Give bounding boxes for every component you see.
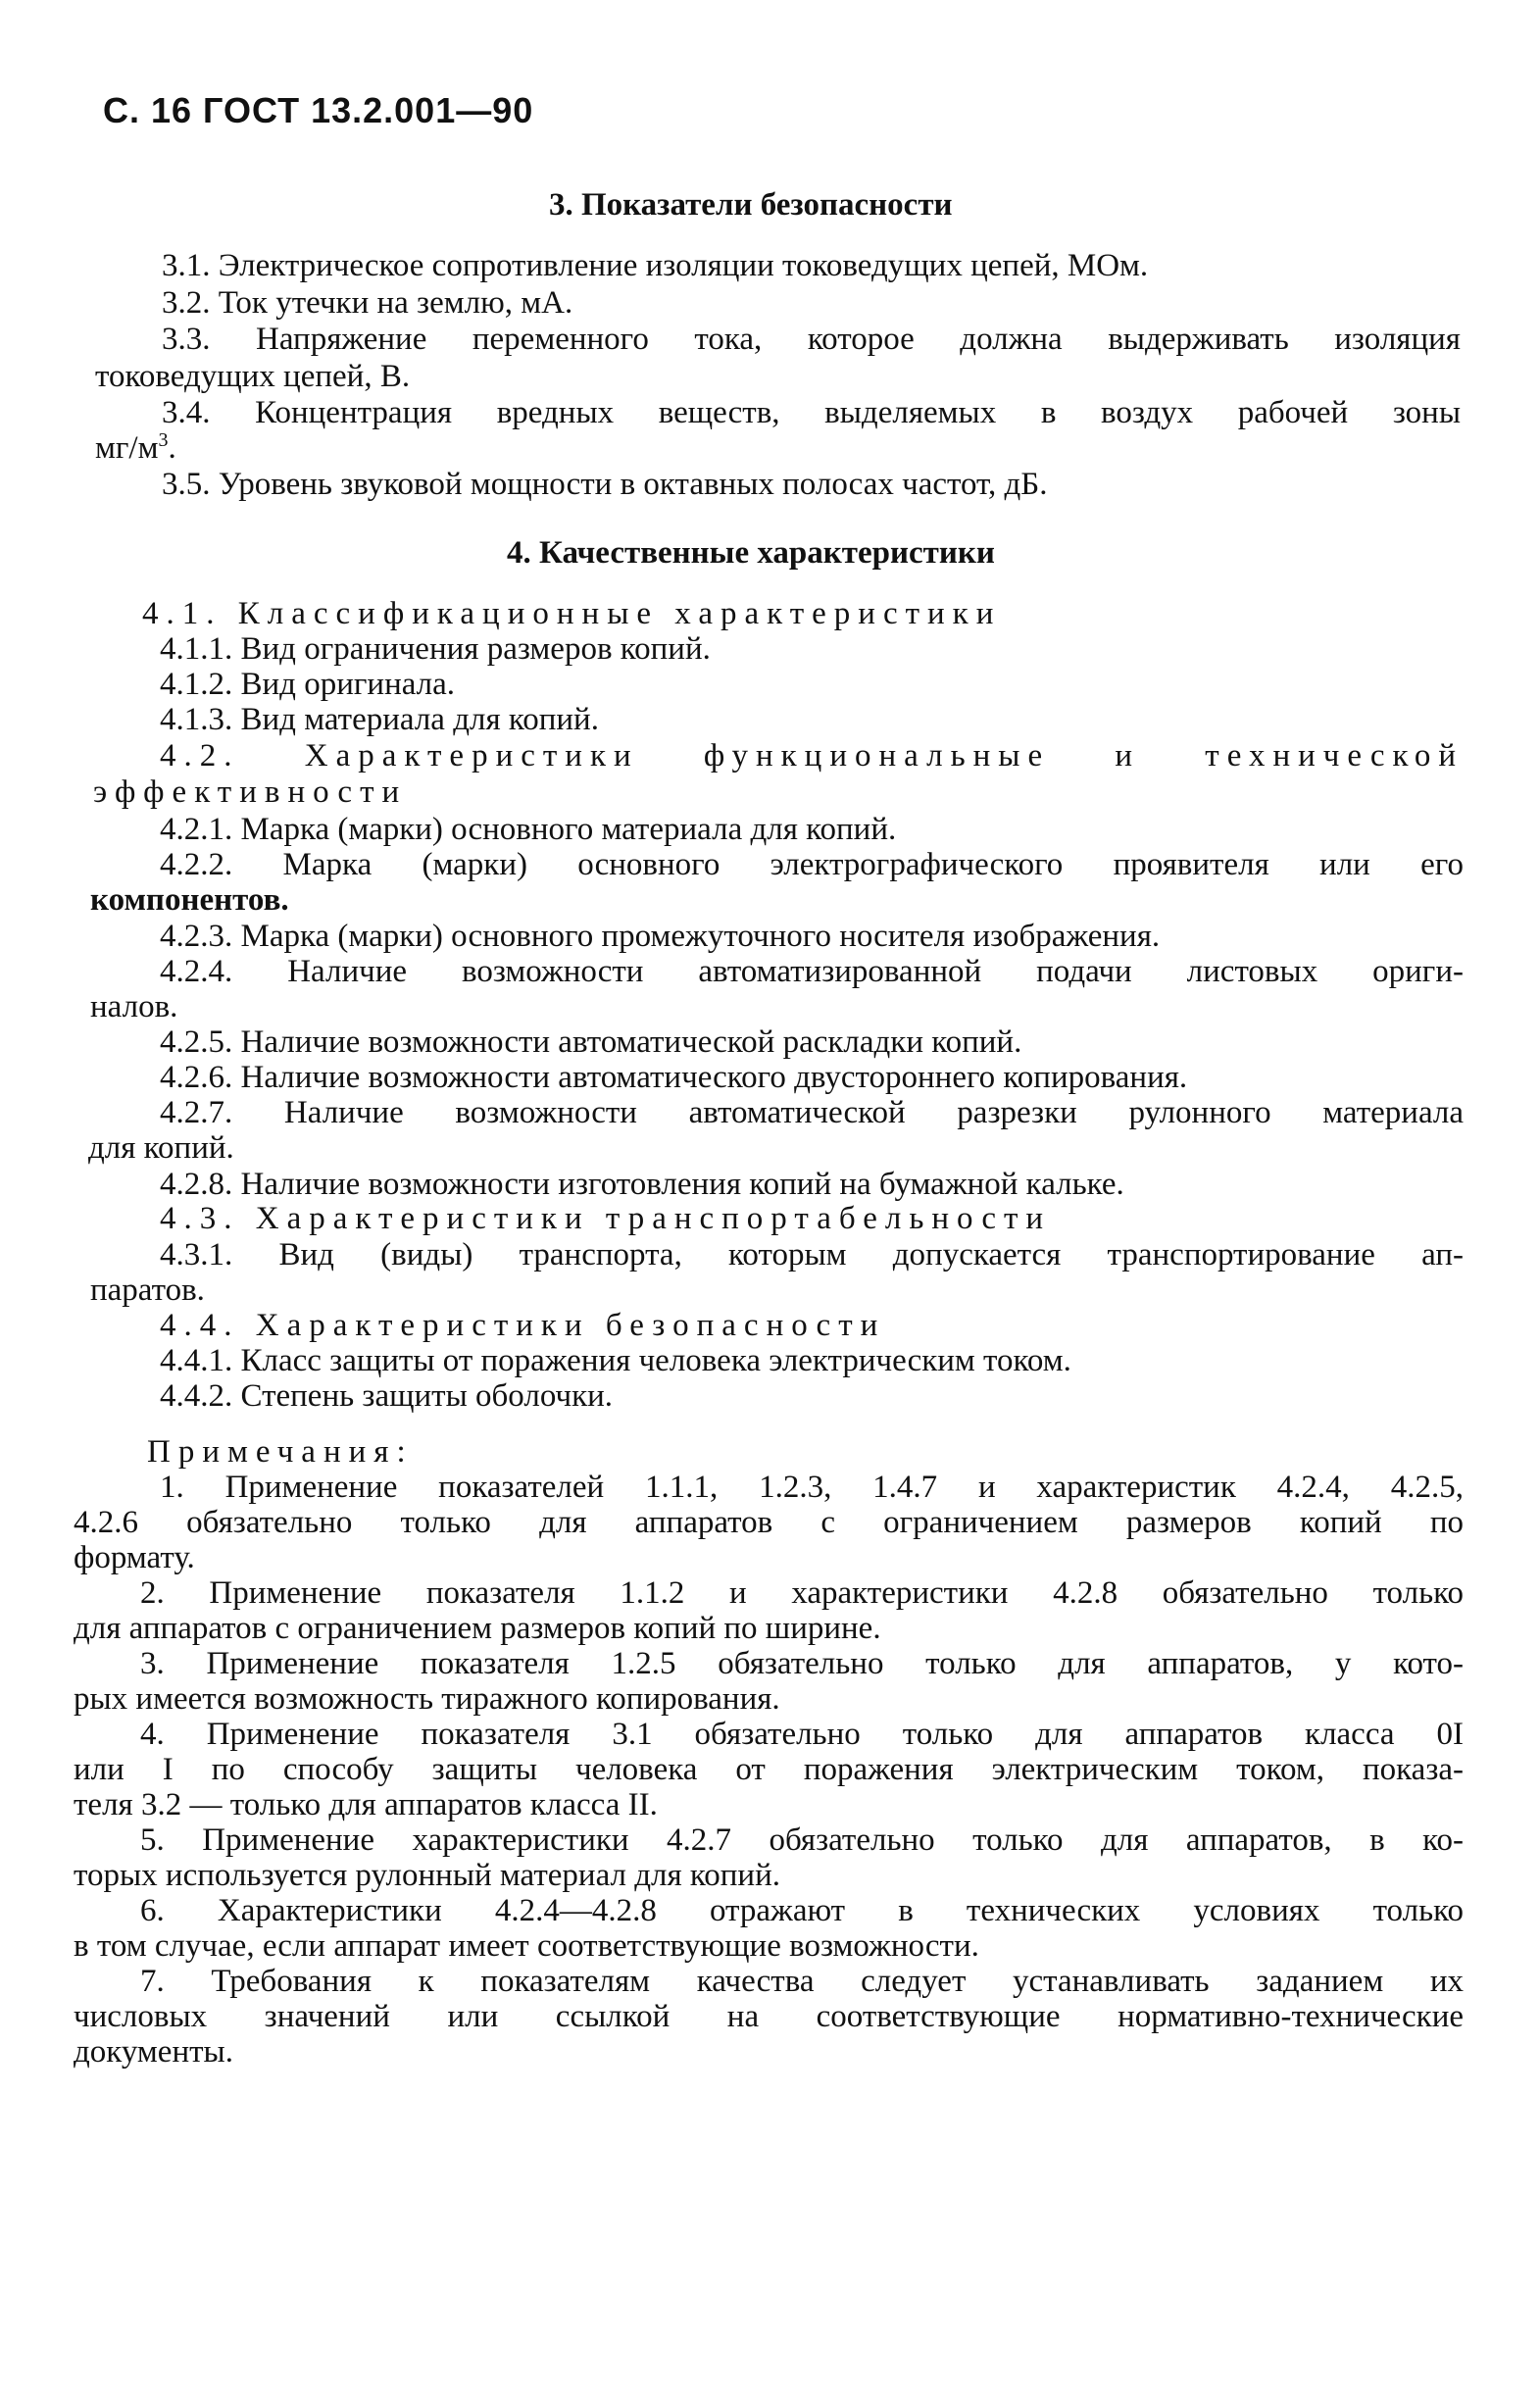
note-1: 1. Применение показателей 1.1.1, 1.2.3, 1.4.7 и характеристик 4.2.4, 4.2.5, [160, 1470, 1464, 1505]
item-4-2: 4.2. Характеристики функциональные и технической [160, 738, 1464, 773]
item-4-2-1: 4.2.1. Марка (марки) основного материала для копий. [160, 812, 897, 847]
item-3-5: 3.5. Уровень звуковой мощности в октавных полосах частот, дБ. [162, 467, 1048, 502]
note-3: 3. Применение показателя 1.2.5 обязательно только для аппаратов, у кото- [140, 1646, 1464, 1681]
item-3-2: 3.2. Ток утечки на землю, мА. [162, 285, 573, 321]
item-4-2-5: 4.2.5. Наличие возможности автоматической раскладки копий. [160, 1024, 1022, 1060]
item-4-3-1: 4.3.1. Вид (виды) транспорта, которым допускается транспортирование ап- [160, 1237, 1464, 1272]
item-4-2-cont: эффективности [93, 774, 408, 810]
note-5-cont: торых используется рулонный материал для копий. [74, 1858, 781, 1893]
note-1-end: формату. [74, 1540, 195, 1575]
item-4-2-7: 4.2.7. Наличие возможности автоматической разрезки рулонного материала [160, 1095, 1464, 1130]
item-4-4-2: 4.4.2. Степень защиты оболочки. [160, 1378, 614, 1414]
item-4-3-1-cont: паратов. [90, 1272, 205, 1308]
item-3-3-cont: токоведущих цепей, В. [95, 359, 411, 394]
item-4-2-2: 4.2.2. Марка (марки) основного электрографического проявителя или его [160, 847, 1464, 882]
note-2-cont: для аппаратов с ограничением размеров копий по ширине. [74, 1611, 881, 1646]
item-4-2-6: 4.2.6. Наличие возможности автоматического двустороннего копирования. [160, 1060, 1188, 1095]
item-4-4-1: 4.4.1. Класс защиты от поражения человека электрическим током. [160, 1343, 1071, 1378]
note-7-end: документы. [74, 2034, 233, 2070]
section-4-title: 4. Качественные характеристики [507, 535, 995, 571]
item-3-3: 3.3. Напряжение переменного тока, которое должна выдерживать изоляция [162, 322, 1461, 357]
note-5: 5. Применение характеристики 4.2.7 обязательно только для аппаратов, в ко- [140, 1822, 1464, 1858]
item-4-2-4-cont: налов. [90, 989, 178, 1024]
item-4-1-3: 4.1.3. Вид материала для копий. [160, 702, 599, 737]
item-4-1: 4.1. Классификационные характеристики [142, 596, 1002, 631]
note-4-end: теля 3.2 — только для аппаратов класса II. [74, 1787, 658, 1822]
item-4-2-4: 4.2.4. Наличие возможности автоматизированной подачи листовых ориги- [160, 954, 1464, 989]
note-4: 4. Применение показателя 3.1 обязательно только для аппаратов класса 0I [140, 1717, 1464, 1752]
note-3-cont: рых имеется возможность тиражного копирования. [74, 1681, 780, 1717]
note-4-cont: или I по способу защиты человека от поражения электрическим током, показа- [74, 1752, 1464, 1787]
item-4-3: 4.3. Характеристики транспортабельности [160, 1201, 1052, 1236]
note-6-cont: в том случае, если аппарат имеет соответствующие возможности. [74, 1928, 979, 1964]
notes-title: Примечания: [147, 1434, 414, 1470]
note-1-cont: 4.2.6 обязательно только для аппаратов с ограничением размеров копий по [74, 1505, 1464, 1540]
item-3-4-cont: $мг/м^3$. [95, 429, 176, 466]
item-3-1: 3.1. Электрическое сопротивление изоляции токоведущих цепей, МОм. [162, 248, 1149, 283]
page-header: С. 16 ГОСТ 13.2.001—90 [103, 90, 534, 130]
item-4-4: 4.4. Характеристики безопасности [160, 1308, 886, 1343]
note-2: 2. Применение показателя 1.1.2 и характеристики 4.2.8 обязательно только [140, 1575, 1464, 1611]
item-4-2-8: 4.2.8. Наличие возможности изготовления копий на бумажной кальке. [160, 1167, 1124, 1202]
item-4-2-2-cont: компонентов. [90, 882, 289, 918]
item-4-1-1: 4.1.1. Вид ограничения размеров копий. [160, 631, 711, 667]
item-4-2-7-cont: для копий. [88, 1130, 234, 1166]
item-3-4: 3.4. Концентрация вредных веществ, выделяемых в воздух рабочей зоны [162, 395, 1461, 430]
note-7: 7. Требования к показателям качества следует устанавливать заданием их [140, 1964, 1464, 1999]
item-4-2-3: 4.2.3. Марка (марки) основного промежуточного носителя изображения. [160, 919, 1161, 954]
note-7-cont: числовых значений или ссылкой на соответствующие нормативно-технические [74, 1999, 1464, 2034]
section-3-title: 3. Показатели безопасности [549, 187, 953, 223]
item-4-1-2: 4.1.2. Вид оригинала. [160, 667, 456, 702]
note-6: 6. Характеристики 4.2.4—4.2.8 отражают в технических условиях только [140, 1893, 1464, 1928]
